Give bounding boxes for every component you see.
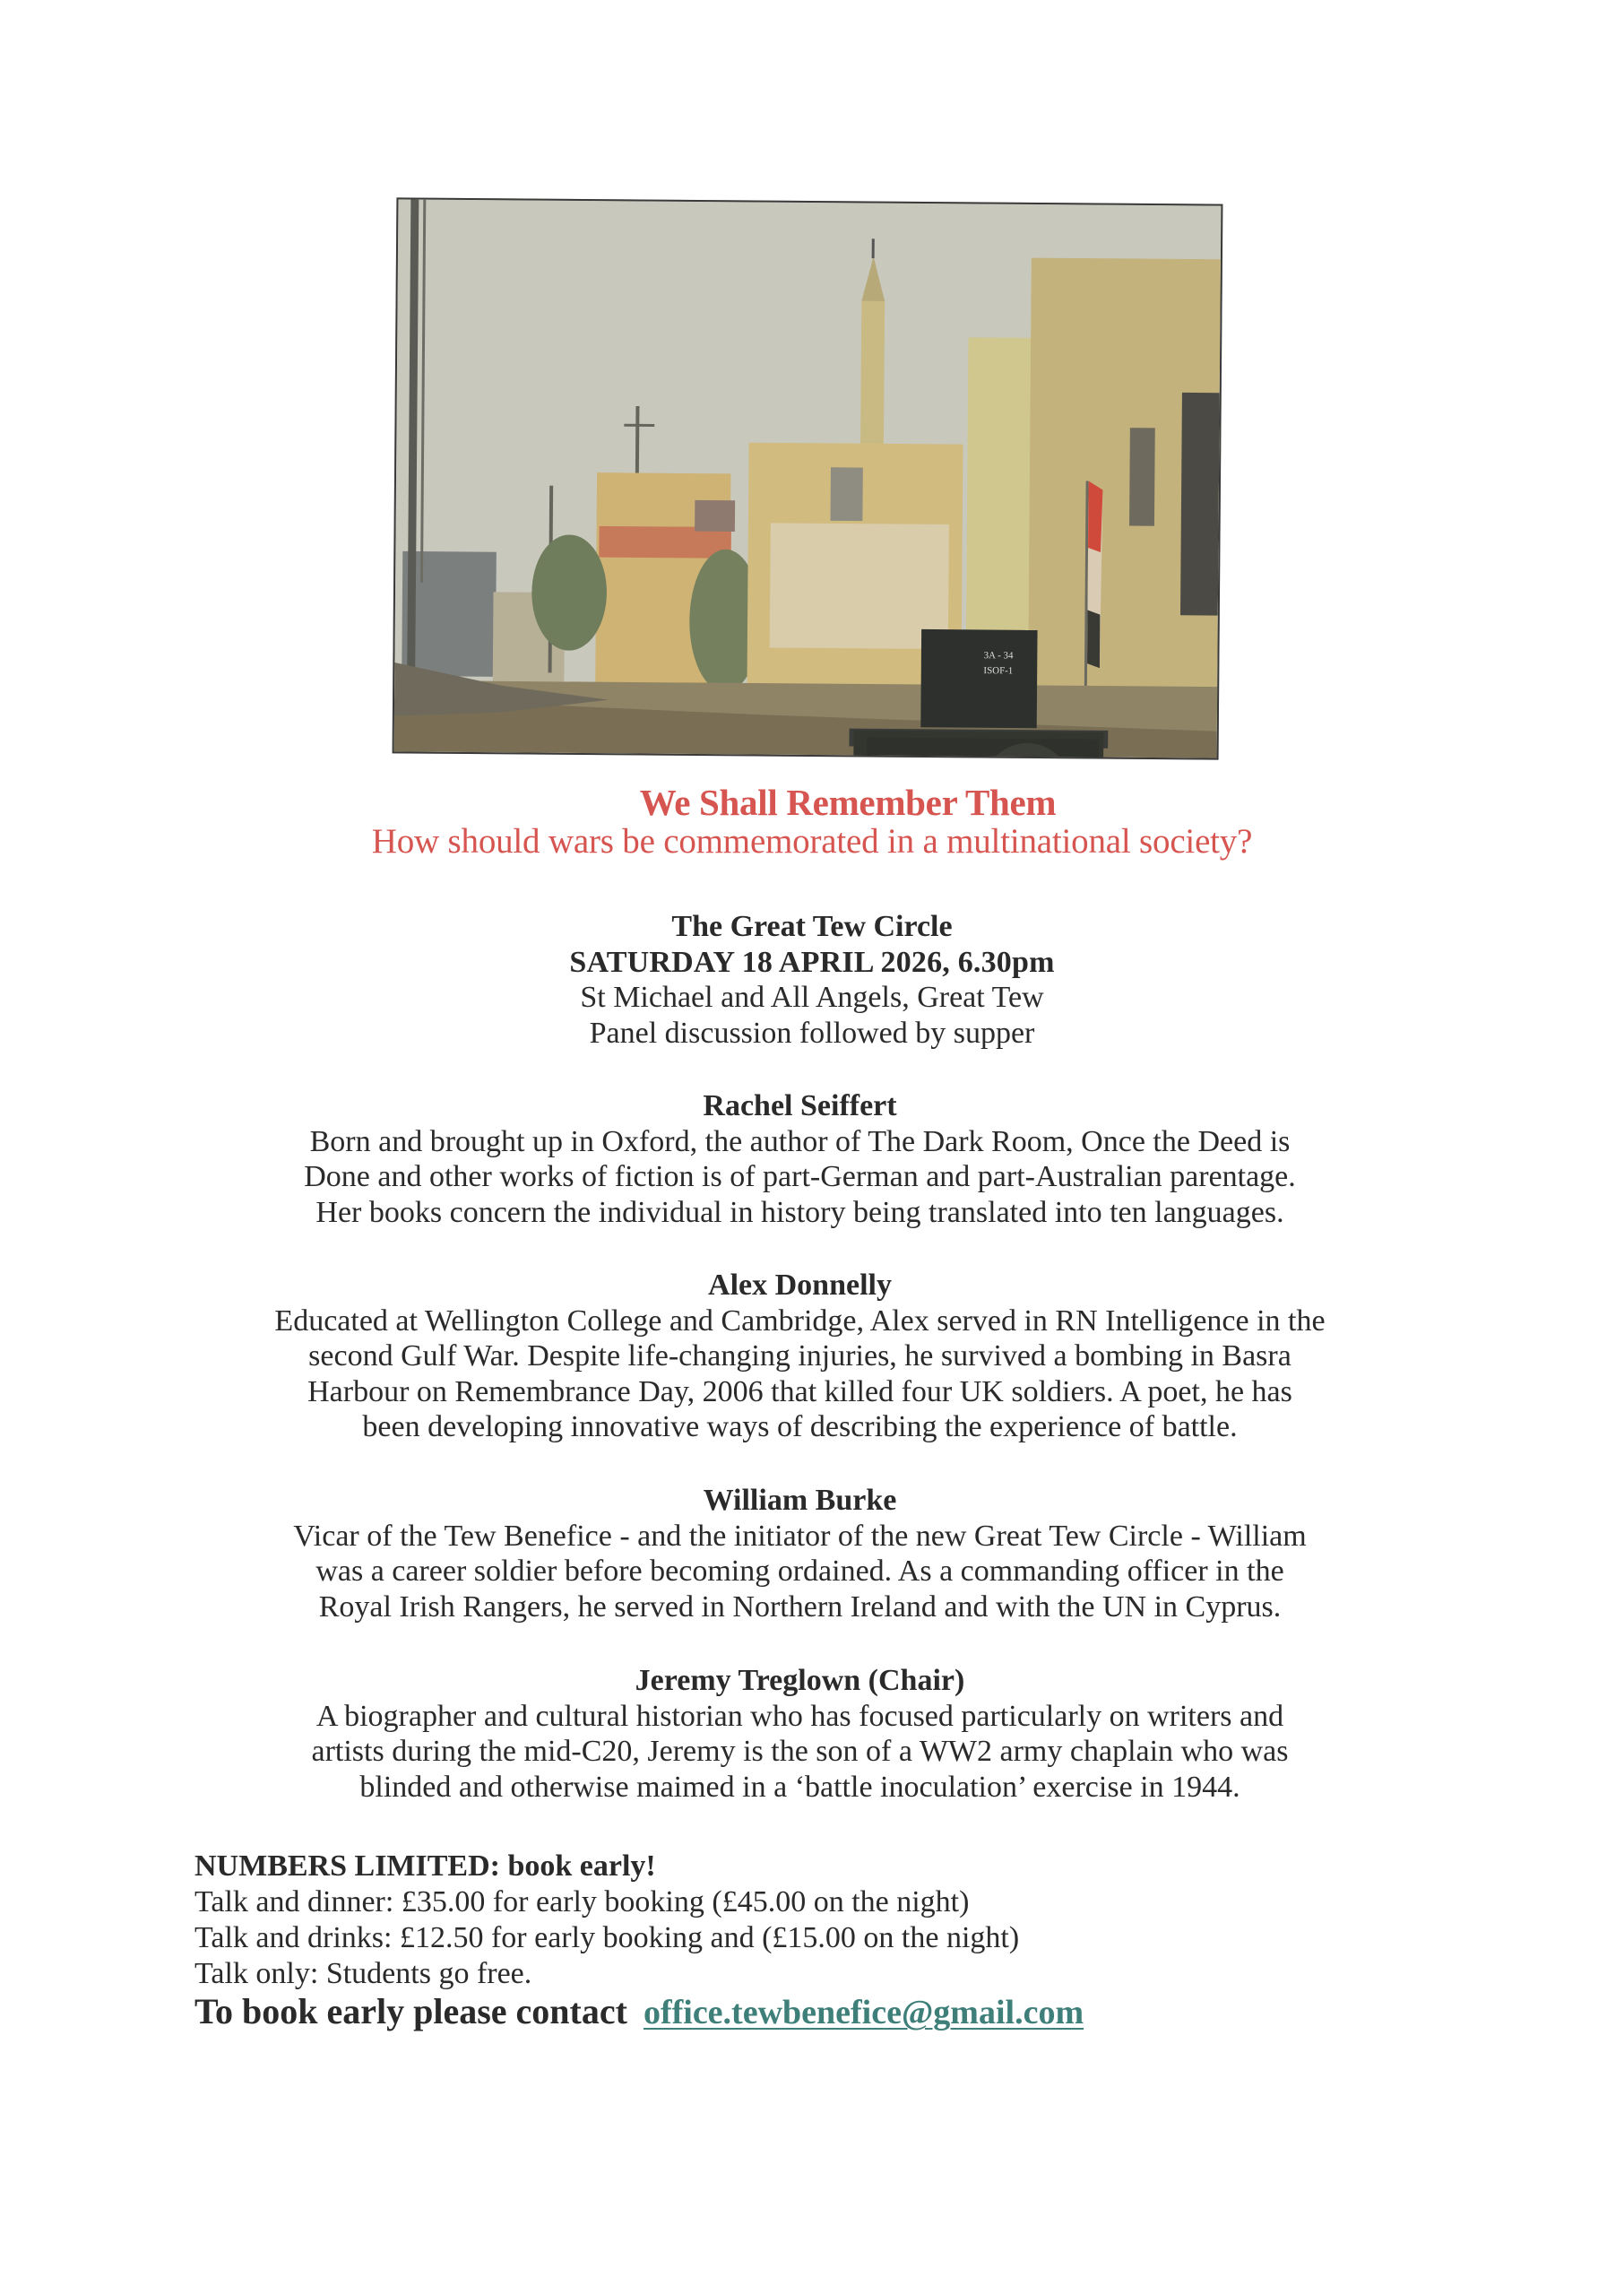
- photo-flag-black: [1087, 611, 1100, 669]
- speaker-name: William Burke: [703, 1484, 897, 1517]
- speaker-bio-line: artists during the mid-C20, Jeremy is the son of a WW2 army chaplain who was: [311, 1735, 1289, 1768]
- booking-contact: [194, 1991, 1084, 2032]
- photo-water-tank: [831, 467, 863, 521]
- photo-minaret: [860, 301, 885, 462]
- organiser: The Great Tew Circle: [671, 910, 953, 943]
- photo-pole-crossbar: [624, 424, 654, 427]
- photo-dark-doorway: [1180, 393, 1220, 616]
- speaker-bio-line: Educated at Wellington College and Cambridge, Alex served in RN Intelligence in the: [274, 1303, 1326, 1338]
- speaker-bio-line: A biographer and cultural historian who has focused particularly on writers and: [315, 1699, 1284, 1733]
- speaker-name: Rachel Seiffert: [703, 1089, 897, 1122]
- speaker-bio-line: Done and other works of fiction is of part-German and part-Australian parentage.: [304, 1160, 1296, 1193]
- speaker-rachel-seiffert: [0, 1088, 1600, 1230]
- speaker-name: Jeremy Treglown (Chair): [635, 1664, 965, 1697]
- event-title: We Shall Remember Them: [639, 782, 1057, 823]
- speaker-bio-line: Royal Irish Rangers, he served in Northern Ireland and with the UN in Cyprus.: [318, 1589, 1282, 1624]
- speaker-name: Alex Donnelly: [708, 1269, 892, 1302]
- speaker-william-burke: [0, 1483, 1600, 1624]
- speaker-bio-line: was a career soldier before becoming ordained. As a commanding officer in the: [315, 1555, 1284, 1588]
- event-venue: St Michael and All Angels, Great Tew: [580, 981, 1044, 1014]
- price-line: Talk and dinner: £35.00 for early booking (£45.00 on the night): [194, 1885, 970, 1918]
- speaker-jeremy-treglown: [0, 1663, 1600, 1805]
- event-photo: [393, 197, 1223, 759]
- event-datetime: SATURDAY 18 APRIL 2026, 6.30pm: [569, 945, 1055, 979]
- war-street-photo: [394, 199, 1222, 758]
- contact-label: To book early please contact: [194, 1991, 627, 2031]
- speaker-bio-line: second Gulf War. Despite life-changing injuries, he survived a bombing in Basra: [308, 1339, 1291, 1373]
- speaker-bio-line: Born and brought up in Oxford, the author of The Dark Room, Once the Deed is: [309, 1124, 1291, 1158]
- speaker-bio-line: blinded and otherwise maimed in a ‘battle inoculation’ exercise in 1944.: [359, 1770, 1240, 1804]
- speaker-bio-line: Vicar of the Tew Benefice - and the initiator of the new Great Tew Circle - William: [293, 1519, 1307, 1553]
- vehicle-marking: ISOF-1: [983, 665, 1014, 677]
- vehicle-marking: 3A - 34: [983, 650, 1014, 662]
- speaker-bio-line: Harbour on Remembrance Day, 2006 that killed four UK soldiers. A poet, he has: [307, 1374, 1292, 1408]
- speaker-alex-donnelly: [0, 1268, 1600, 1445]
- photo-roof-box: [695, 500, 735, 532]
- photo-window: [1129, 428, 1155, 526]
- booking-heading: NUMBERS LIMITED: book early!: [194, 1849, 656, 1883]
- event-subtitle: How should wars be commemorated in a multinational society?: [371, 822, 1253, 861]
- speaker-bio-line: Her books concern the individual in history being translated into ten languages.: [315, 1195, 1284, 1229]
- price-line: Talk only: Students go free.: [194, 1957, 532, 1990]
- photo-minaret-crescent: [872, 238, 875, 258]
- speaker-bio-line: been developing innovative ways of describing the experience of battle.: [362, 1410, 1238, 1443]
- event-details: [0, 909, 1624, 1051]
- contact-email-link[interactable]: office.tewbenefice@gmail.com: [643, 1994, 1084, 2031]
- photo-flag-red: [1088, 481, 1103, 552]
- booking-section: [194, 1849, 1084, 2032]
- price-line: Talk and drinks: £12.50 for early booking and (£15.00 on the night): [194, 1921, 1020, 1954]
- event-format: Panel discussion followed by supper: [589, 1016, 1035, 1050]
